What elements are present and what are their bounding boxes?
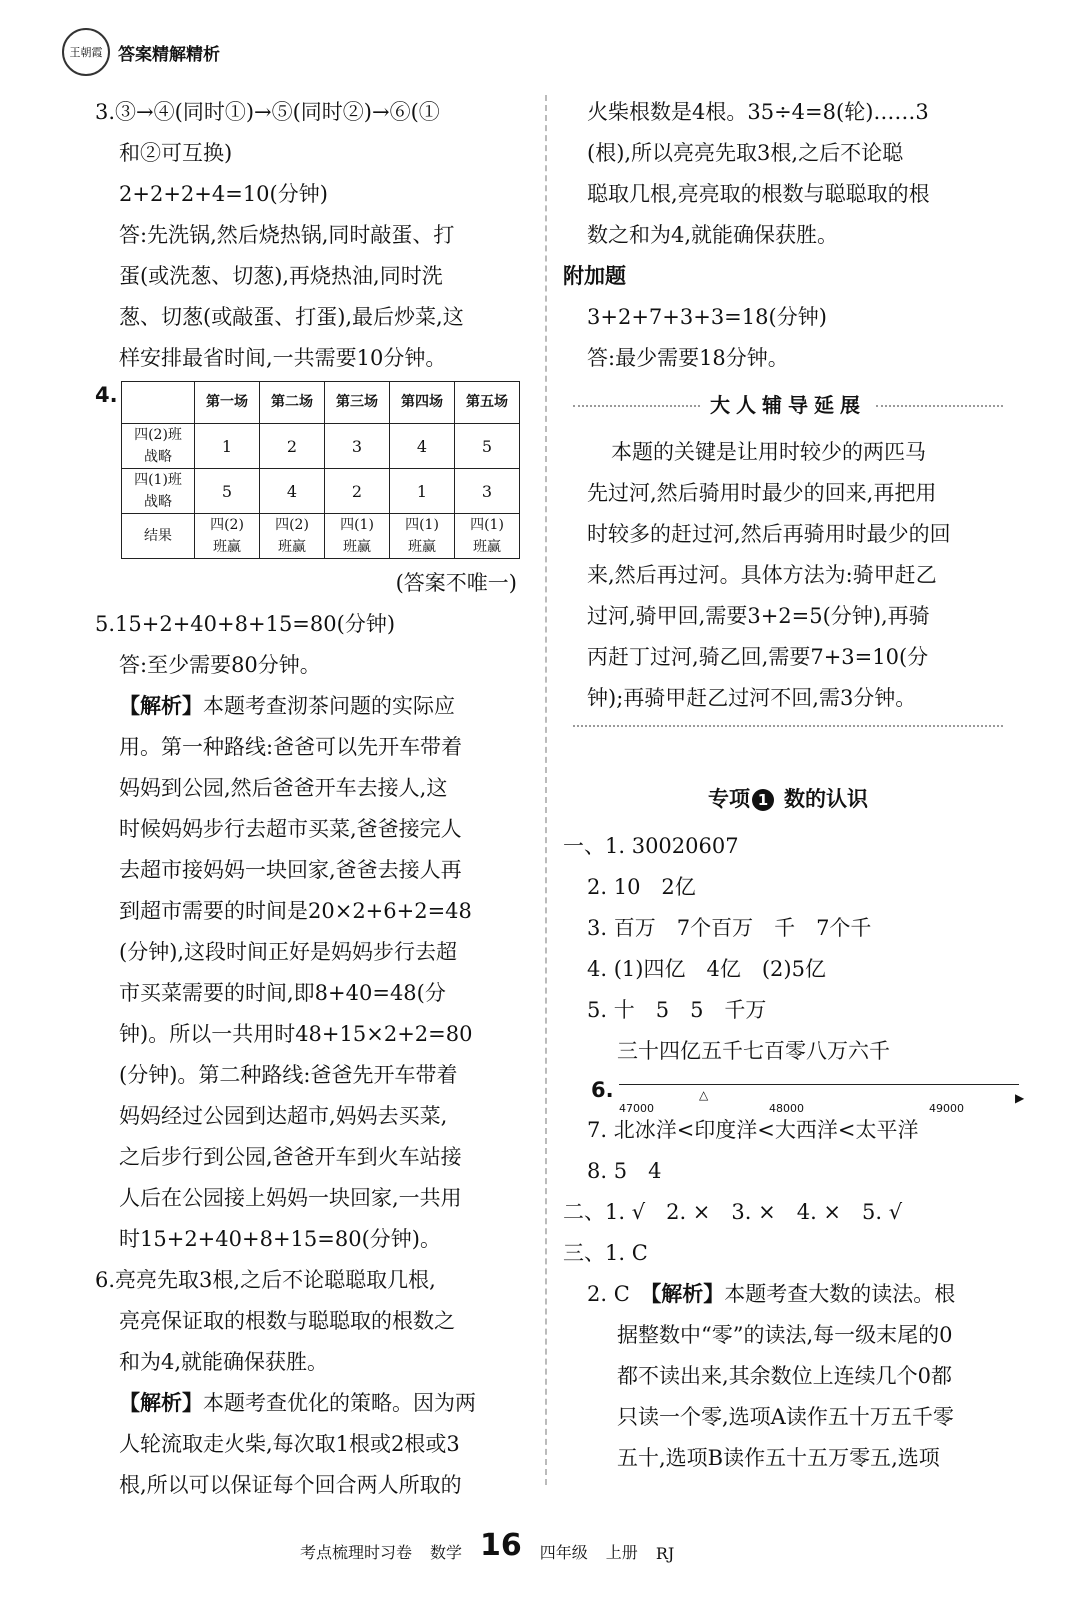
tick-label: 48000 xyxy=(769,1102,804,1115)
number-line xyxy=(591,1072,1025,1115)
answer-line: 3. 百万 7个百万 千 7个千 xyxy=(587,916,872,940)
continuation-line: 聪取几根,亮亮取的根数与聪聪取的根 xyxy=(587,182,930,206)
table-cell: 1 xyxy=(390,469,455,514)
extension-line: 丙赶丁过河,骑乙回,需要7+3=10(分 xyxy=(587,645,929,669)
q5-explanation: 钟)。所以一共用时48+15×2+2=80 xyxy=(119,1022,473,1046)
q3-line: 2+2+2+4=10(分钟) xyxy=(119,182,328,206)
left-column xyxy=(95,92,525,1506)
q5-explanation: 时15+2+40+8+15=80(分钟)。 xyxy=(119,1227,441,1251)
answer-line: 三十四亿五千七百零八万六千 xyxy=(617,1039,890,1063)
analysis-tag: 【解析】 xyxy=(119,694,203,718)
answer-line: 二、1. √ 2. × 3. × 4. × 5. √ xyxy=(563,1200,903,1224)
extra-line: 3+2+7+3+3=18(分钟) xyxy=(587,305,827,329)
extra-question-title: 附加题 xyxy=(563,264,626,288)
analysis-tag: 【解析】 xyxy=(650,1282,725,1306)
header-title: 答案精解精析 xyxy=(118,44,220,65)
arrow-icon: ▶ xyxy=(1015,1091,1025,1105)
q4-note: (答案不唯一) xyxy=(395,571,517,595)
answer-line: 5. 十 5 5 千万 xyxy=(587,998,767,1022)
answer-line: 一、1. 30020607 xyxy=(563,834,739,858)
table-row xyxy=(122,514,520,559)
header xyxy=(62,28,220,76)
footer-term: 上册 xyxy=(605,1543,638,1562)
table-cell: 4 xyxy=(390,424,455,469)
q5-explanation: 【解析】本题考查沏茶问题的实际应 xyxy=(119,694,455,718)
number-line-label: 6. xyxy=(591,1078,614,1102)
q5-line: 答:至少需要80分钟。 xyxy=(119,653,321,677)
q5-explanation: 妈妈经过公园到达超市,妈妈去买菜, xyxy=(119,1104,448,1128)
q6-explanation: 【解析】本题考查优化的策略。因为两 xyxy=(119,1391,476,1415)
extra-line: 答:最少需要18分钟。 xyxy=(587,346,789,370)
strategy-table xyxy=(121,381,520,559)
tick-label: 47000 xyxy=(619,1102,654,1115)
continuation-line: 火柴根数是4根。35÷4=8(轮)……3 xyxy=(587,100,929,124)
table-header-row xyxy=(122,382,520,424)
q3-line: 答:先洗锅,然后烧热锅,同时敲蛋、打 xyxy=(119,223,455,247)
q5-explanation: 时候妈妈步行去超市买菜,爸爸接完人 xyxy=(119,817,462,841)
q4-number: 4. xyxy=(95,383,118,407)
q6-explanation: 根,所以可以保证每个回合两人所取的 xyxy=(119,1473,462,1497)
q6-explanation: 人轮流取走火柴,每次取1根或2根或3 xyxy=(119,1432,460,1456)
q3-line: 葱、切葱(或敲蛋、打蛋),最后炒菜,这 xyxy=(119,305,464,329)
table-header: 第二场 xyxy=(260,382,325,424)
table-header: 第五场 xyxy=(455,382,520,424)
table-corner xyxy=(122,382,195,424)
column-divider xyxy=(545,95,547,1485)
section-number-badge: 1 xyxy=(752,789,774,811)
q5-explanation: (分钟),这段时间正好是妈妈步行去超 xyxy=(119,940,458,964)
q5-line: 5.15+2+40+8+15=80(分钟) xyxy=(95,612,396,636)
row-label: 结果 xyxy=(122,514,195,559)
answer-line: 2. 10 2亿 xyxy=(587,875,696,899)
answer-line: 8. 5 4 xyxy=(587,1159,662,1183)
q6-line: 6.亮亮先取3根,之后不论聪聪取几根, xyxy=(95,1268,436,1292)
row-label: 四(2)班 战略 xyxy=(122,424,195,469)
q5-explanation: 去超市接妈妈一块回家,爸爸去接人再 xyxy=(119,858,462,882)
section-title xyxy=(563,779,1013,820)
analysis-tag: 【解析】 xyxy=(119,1391,203,1415)
number-line-axis xyxy=(619,1084,1019,1085)
table-header: 第一场 xyxy=(195,382,260,424)
answer-line: 2. C 【解析】本题考查大数的读法。根 xyxy=(587,1282,956,1306)
extension-title: 大人辅导延展 xyxy=(563,385,1013,426)
q3-line: 和②可互换) xyxy=(119,141,233,165)
q5-explanation: 妈妈到公园,然后爸爸开车去接人,这 xyxy=(119,776,448,800)
continuation-line: 数之和为4,就能确保获胜。 xyxy=(587,223,839,247)
footer-grade: 四年级 xyxy=(539,1543,588,1562)
extension-line: 本题的关键是让用时较少的两匹马 xyxy=(611,440,926,464)
extension-line: 钟);再骑甲赶乙过河不回,需3分钟。 xyxy=(587,686,917,710)
table-cell: 5 xyxy=(455,424,520,469)
q3-line: 3.③→④(同时①)→⑤(同时②)→⑥(① xyxy=(95,100,440,124)
q5-explanation: 人后在公园接上妈妈一块回家,一共用 xyxy=(119,1186,462,1210)
extension-line: 过河,骑甲回,需要3+2=5(分钟),再骑 xyxy=(587,604,930,628)
answer-line: 五十,选项B读作五十五万零五,选项 xyxy=(617,1446,940,1470)
table-cell: 5 xyxy=(195,469,260,514)
q5-explanation: 之后步行到公园,爸爸开车到火车站接 xyxy=(119,1145,462,1169)
q3-line: 蛋(或洗葱、切葱),再烧热油,同时洗 xyxy=(119,264,443,288)
extension-divider xyxy=(573,725,1003,731)
table-header: 第四场 xyxy=(390,382,455,424)
q4-block xyxy=(95,381,525,559)
extension-line: 来,然后再过河。具体方法为:骑甲赶乙 xyxy=(587,563,937,587)
answer-line: 4. (1)四亿 4亿 (2)5亿 xyxy=(587,957,826,981)
q5-explanation: (分钟)。第二种路线:爸爸先开车带着 xyxy=(119,1063,458,1087)
table-row xyxy=(122,424,520,469)
q3-line: 样安排最省时间,一共需要10分钟。 xyxy=(119,346,447,370)
row-label: 四(1)班 战略 xyxy=(122,469,195,514)
table-cell: 四(1) 班赢 xyxy=(455,514,520,559)
tick-label: 49000 xyxy=(929,1102,964,1115)
table-cell: 1 xyxy=(195,424,260,469)
footer-edition: RJ xyxy=(655,1544,675,1563)
q5-explanation: 市买菜需要的时间,即8+40=48(分 xyxy=(119,981,446,1005)
right-column xyxy=(563,92,1025,1479)
q6-line: 亮亮保证取的根数与聪聪取的根数之 xyxy=(119,1309,455,1333)
table-header: 第三场 xyxy=(325,382,390,424)
table-row xyxy=(122,469,520,514)
table-cell: 2 xyxy=(260,424,325,469)
section-prefix: 专项 xyxy=(708,787,750,811)
table-cell: 3 xyxy=(455,469,520,514)
answer-line: 据整数中“零”的读法,每一级末尾的0 xyxy=(617,1323,953,1347)
triangle-marker-icon: △ xyxy=(699,1088,709,1102)
section-name: 数的认识 xyxy=(784,787,868,811)
table-cell: 3 xyxy=(325,424,390,469)
answer-line: 三、1. C xyxy=(563,1241,648,1265)
extension-line: 时较多的赶过河,然后再骑用时最少的回 xyxy=(587,522,951,546)
table-cell: 四(2) 班赢 xyxy=(260,514,325,559)
table-cell: 4 xyxy=(260,469,325,514)
table-cell: 四(2) 班赢 xyxy=(195,514,260,559)
q5-explanation: 用。第一种路线:爸爸可以先开车带着 xyxy=(119,735,463,759)
footer xyxy=(300,1528,692,1563)
continuation-line: (根),所以亮亮先取3根,之后不论聪 xyxy=(587,141,904,165)
answer-line: 都不读出来,其余数位上连续几个0都 xyxy=(617,1364,953,1388)
q5-explanation: 到超市需要的时间是20×2+6+2=48 xyxy=(119,899,472,923)
answer-line: 7. 北冰洋<印度洋<大西洋<太平洋 xyxy=(587,1118,919,1142)
footer-book: 考点梳理时习卷 xyxy=(300,1543,413,1562)
extension-line: 先过河,然后骑用时最少的回来,再把用 xyxy=(587,481,937,505)
page-number: 16 xyxy=(480,1528,522,1563)
table-cell: 四(1) 班赢 xyxy=(325,514,390,559)
table-cell: 2 xyxy=(325,469,390,514)
brand-logo: 王朝霞 xyxy=(62,28,110,76)
table-cell: 四(1) 班赢 xyxy=(390,514,455,559)
footer-subject: 数学 xyxy=(430,1543,463,1562)
q6-line: 和为4,就能确保获胜。 xyxy=(119,1350,329,1374)
answer-line: 只读一个零,选项A读作五十万五千零 xyxy=(617,1405,954,1429)
